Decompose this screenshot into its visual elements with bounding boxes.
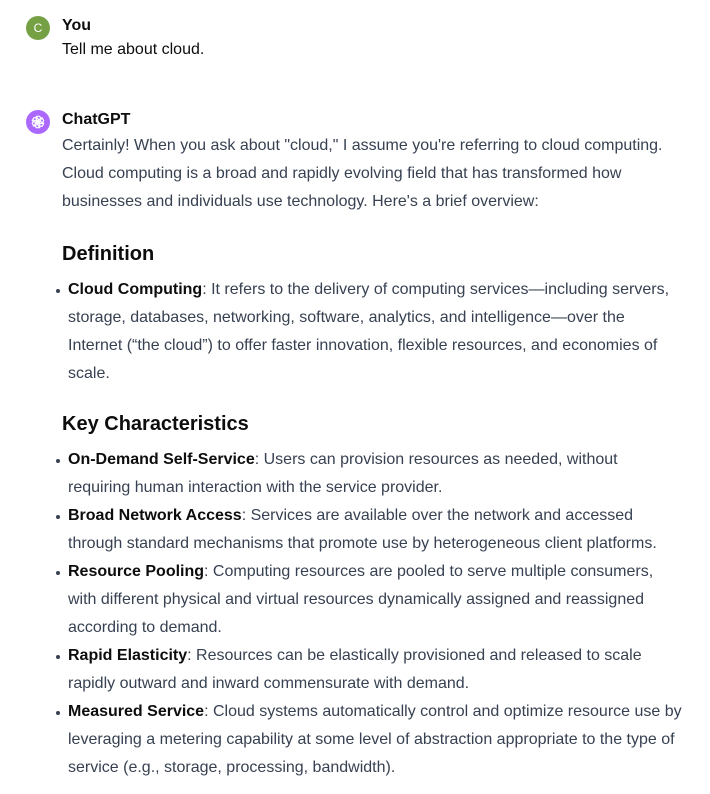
- list-item-term: Rapid Elasticity: [68, 647, 188, 664]
- user-avatar-letter: C: [33, 21, 43, 35]
- user-avatar[interactable]: [26, 16, 50, 40]
- list-item: [62, 446, 682, 502]
- assistant-author-name: ChatGPT: [62, 111, 131, 128]
- list-item-text: : Resources can be elastically provisioned and released to scale rapidly outward and inward commensurate with demand.: [68, 647, 642, 692]
- list-item: [62, 558, 682, 642]
- list-item: [62, 502, 682, 558]
- list-item-text: : It refers to the delivery of computing services—including servers, storage, databases, networking, software, analytics, and intelligence—over the Internet (“the cloud”) to offer faster innovation, flexible resources, and economies of scale.: [68, 281, 670, 382]
- user-author-name: You: [62, 17, 92, 34]
- intro-paragraph: Certainly! When you ask about "cloud," I assume you're referring to cloud computing. Cloud computing is a broad and rapidly evolving field that has transformed how businesses and individuals use technology. Here's a brief overview:: [62, 137, 663, 210]
- characteristics-list: [62, 446, 682, 782]
- section-heading-key-characteristics: Key Characteristics: [62, 413, 249, 435]
- list-item-term: Broad Network Access: [68, 507, 242, 524]
- section-heading-definition: Definition: [62, 243, 155, 265]
- list-item: [62, 642, 682, 698]
- openai-logo-icon: [26, 110, 50, 134]
- list-item: [62, 698, 682, 782]
- list-item-term: Resource Pooling: [68, 563, 205, 580]
- user-message-text: Tell me about cloud.: [62, 41, 205, 58]
- list-item: [62, 276, 682, 388]
- definition-list: [62, 276, 682, 388]
- list-item-term: Measured Service: [68, 703, 205, 720]
- list-item-text: : Computing resources are pooled to serve multiple consumers, with different physical and virtual resources dynamically assigned and reassigned according to demand.: [68, 563, 654, 636]
- list-item-term: On-Demand Self-Service: [68, 451, 255, 468]
- list-item-term: Cloud Computing: [68, 281, 203, 298]
- list-item-text: : Services are available over the network and accessed through standard mechanisms that promote use by heterogeneous client platforms.: [68, 507, 657, 552]
- list-item-text: : Users can provision resources as needed, without requiring human interaction with the service provider.: [68, 451, 618, 496]
- assistant-message-content: [62, 132, 682, 782]
- list-item-text: : Cloud systems automatically control and optimize resource use by leveraging a metering capability at some level of abstraction appropriate to the type of service (e.g., storage, processing, bandwidth).: [68, 703, 682, 776]
